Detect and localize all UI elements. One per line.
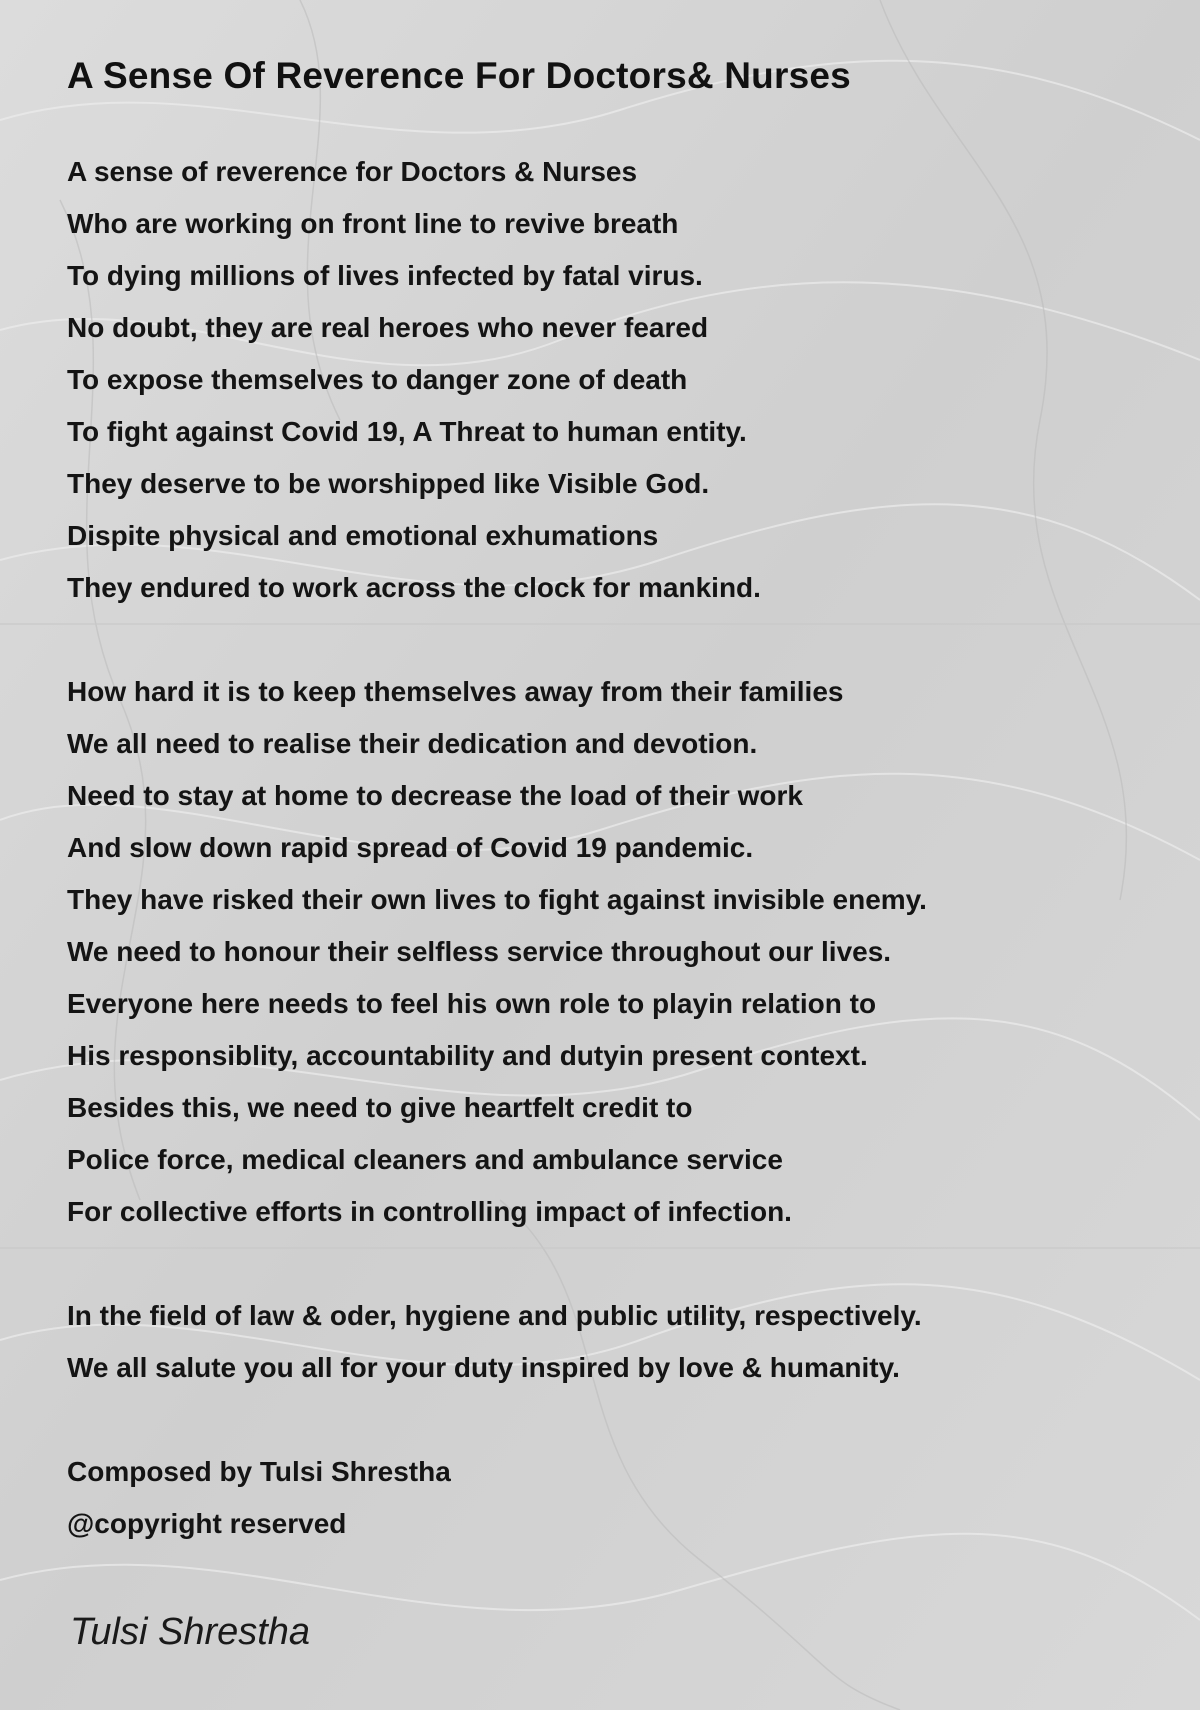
poem-line: For collective efforts in controlling impact of infection. bbox=[67, 1196, 792, 1227]
poem-line: They deserve to be worshipped like Visible God. bbox=[67, 468, 710, 499]
poem-line: And slow down rapid spread of Covid 19 pandemic. bbox=[67, 832, 754, 863]
stanza-credits bbox=[67, 1446, 1200, 1550]
poem-line: Everyone here needs to feel his own role to playin relation to bbox=[67, 988, 877, 1019]
poem-line: We all salute you all for your duty inspired by love & humanity. bbox=[67, 1352, 900, 1383]
stanza-3 bbox=[67, 1290, 1200, 1394]
poem-line: A sense of reverence for Doctors & Nurses bbox=[67, 156, 638, 187]
author-signature: Tulsi Shrestha bbox=[70, 1611, 311, 1653]
poem-line: Who are working on front line to revive breath bbox=[67, 208, 679, 239]
poem-line: To expose themselves to danger zone of death bbox=[67, 364, 688, 395]
poem-line: Besides this, we need to give heartfelt credit to bbox=[67, 1092, 693, 1123]
poem-line: To dying millions of lives infected by fatal virus. bbox=[67, 260, 703, 291]
poem-line: To fight against Covid 19, A Threat to human entity. bbox=[67, 416, 747, 447]
poem-title: A Sense Of Reverence For Doctors& Nurses bbox=[67, 55, 851, 96]
poem-body bbox=[67, 146, 1200, 1550]
poem-line: How hard it is to keep themselves away from their families bbox=[67, 676, 844, 707]
poem-line: They endured to work across the clock for mankind. bbox=[67, 572, 761, 603]
poem-line: They have risked their own lives to fight against invisible enemy. bbox=[67, 884, 927, 915]
copyright-notice: @copyright reserved bbox=[67, 1508, 347, 1539]
poem-line: We need to honour their selfless service throughout our lives. bbox=[67, 936, 892, 967]
poem-line: Need to stay at home to decrease the load of their work bbox=[67, 780, 803, 811]
composer-credit: Composed by Tulsi Shrestha bbox=[67, 1456, 451, 1487]
stanza-2 bbox=[67, 666, 1200, 1238]
poem-line: Dispite physical and emotional exhumations bbox=[67, 520, 659, 551]
poem-line: We all need to realise their dedication and devotion. bbox=[67, 728, 758, 759]
poem-line: Police force, medical cleaners and ambulance service bbox=[67, 1144, 783, 1175]
stanza-1 bbox=[67, 146, 1200, 614]
poem-line: In the field of law & oder, hygiene and public utility, respectively. bbox=[67, 1300, 922, 1331]
poem-line: No doubt, they are real heroes who never feared bbox=[67, 312, 709, 343]
poem-line: His responsiblity, accountability and dutyin present context. bbox=[67, 1040, 868, 1071]
